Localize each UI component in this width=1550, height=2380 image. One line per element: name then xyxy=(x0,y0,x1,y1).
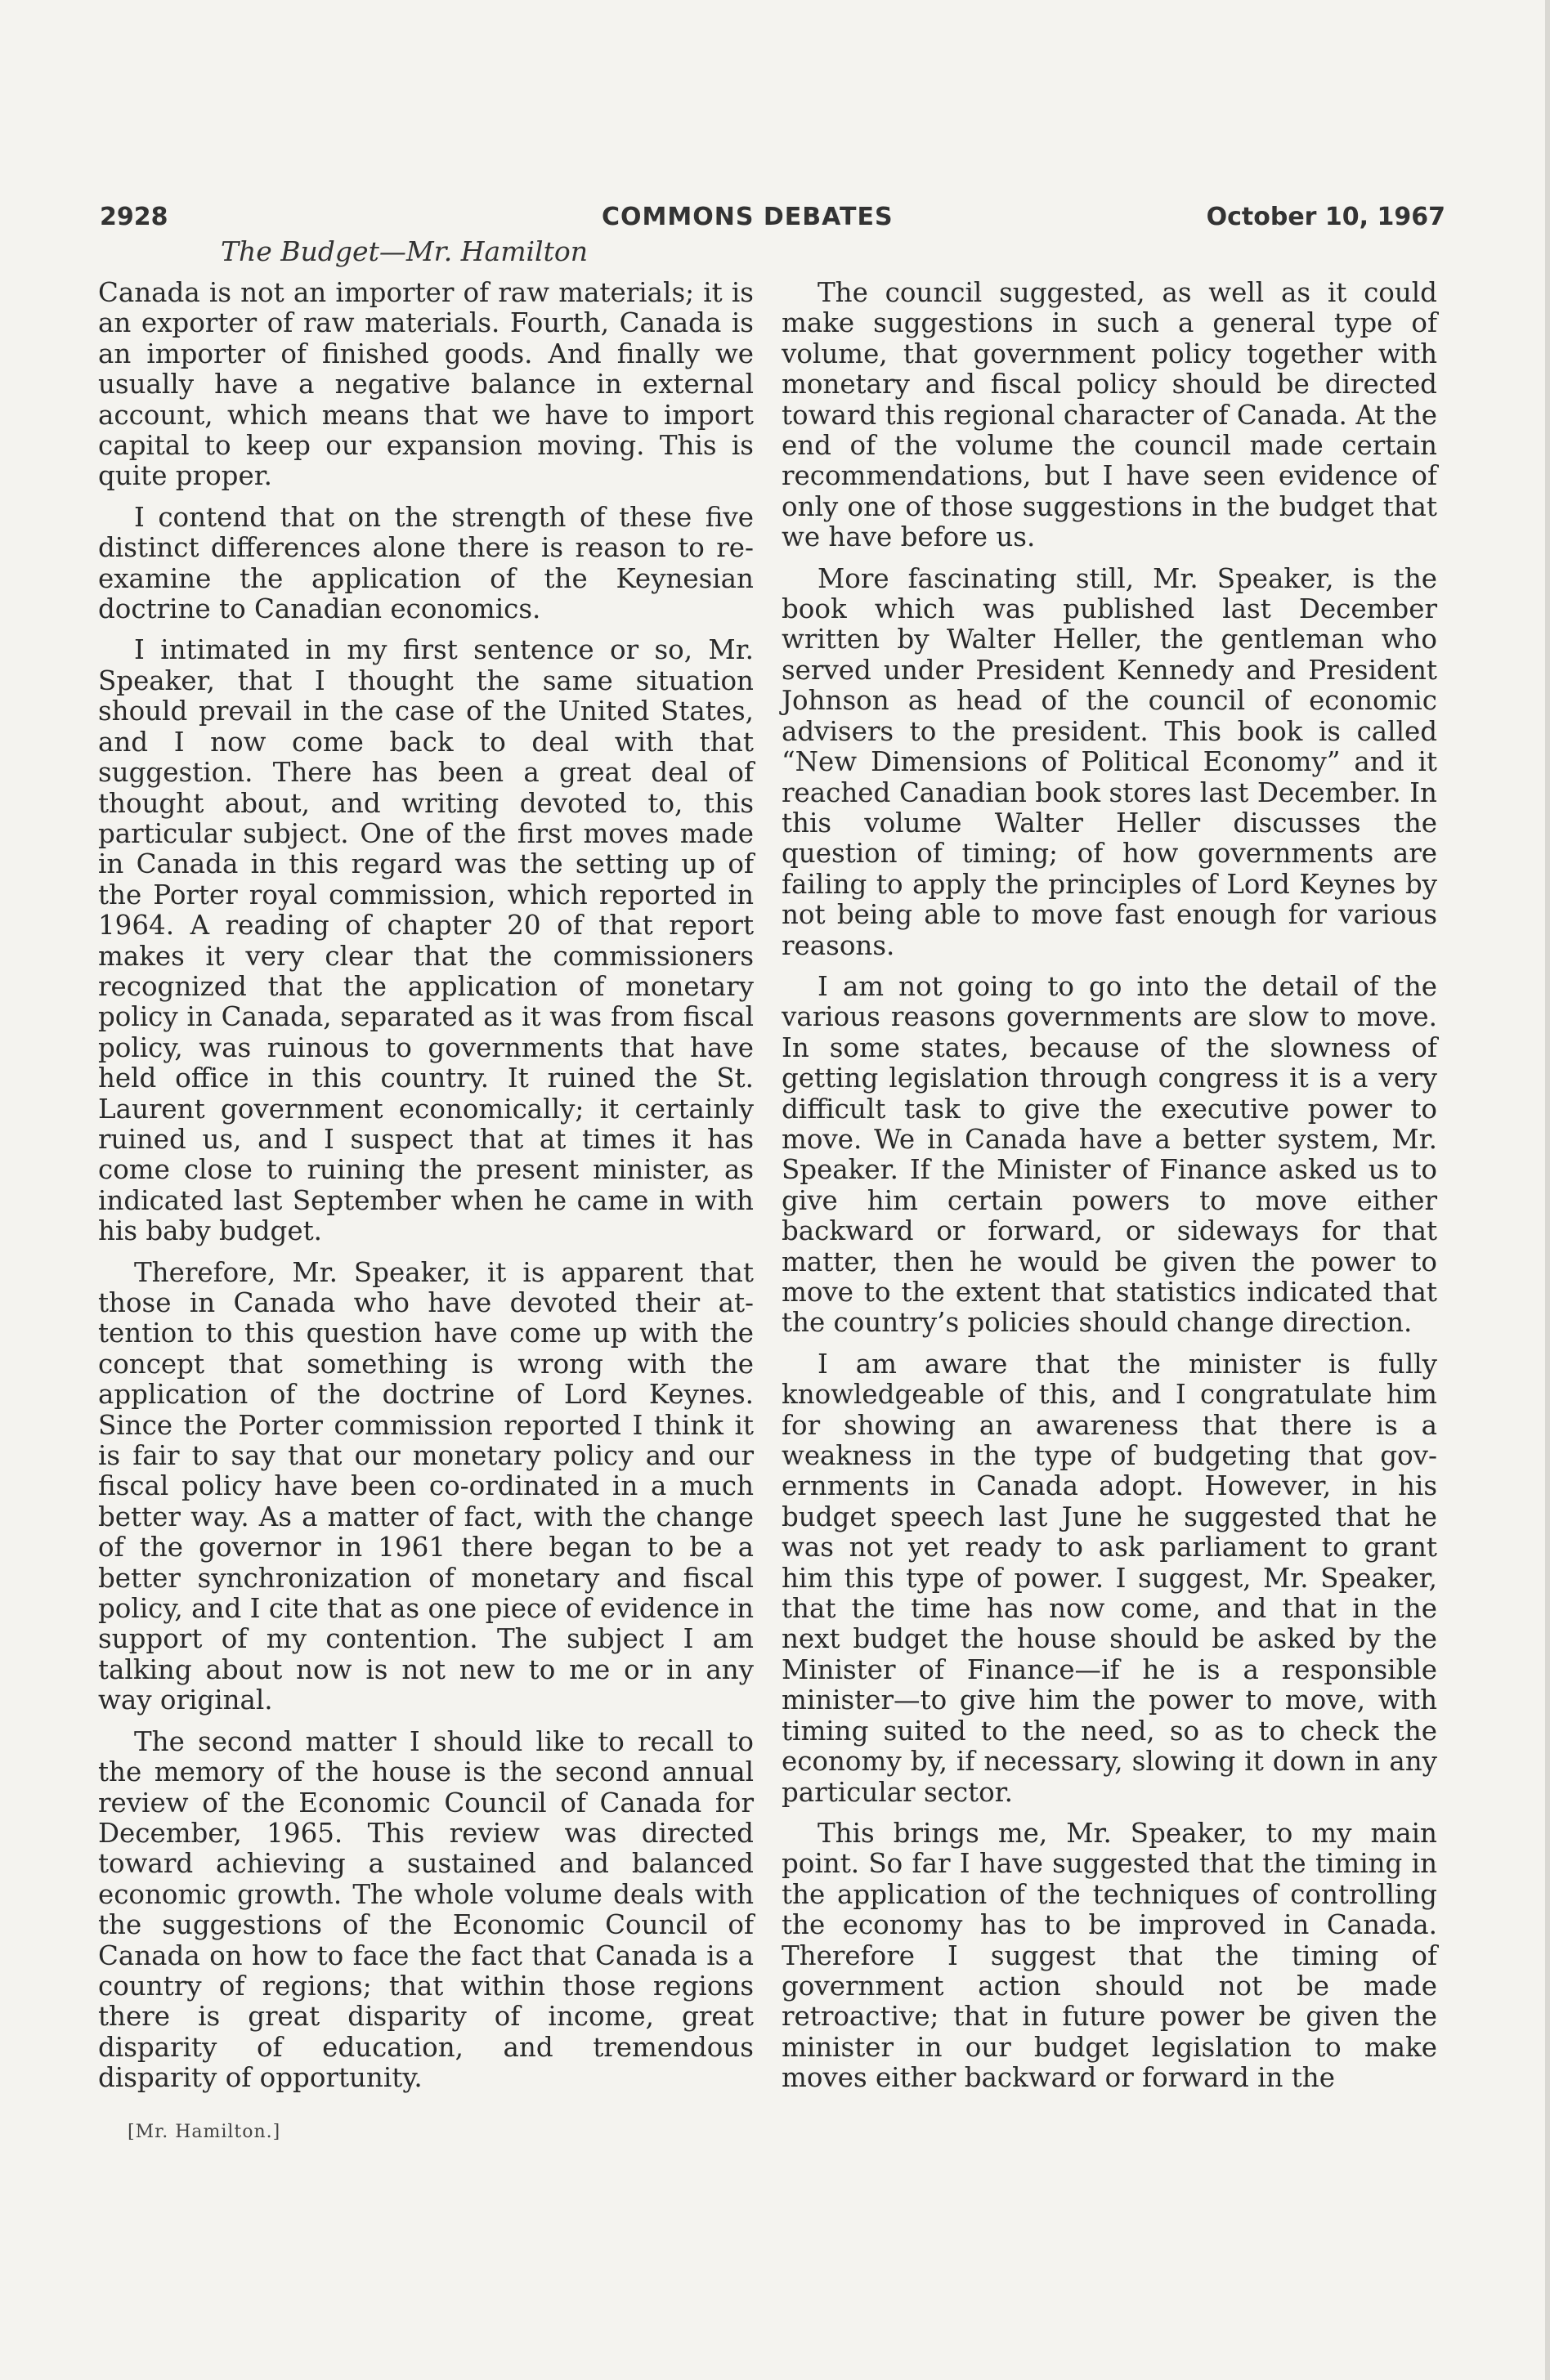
paragraph: More fascinating still, Mr. Speaker, is the book which was published last December written by Walter Heller, the gentleman who served under President Kennedy and President Johnson as head of the council of economic advisers to the president. This book is called “New Dimensions of Political Economy” and it reached Canadian book stores last December. In this volume Walter Heller discusses the question of timing; of how governments are failing to apply the principles of Lord Keynes by not being able to move fast enough for various reasons. xyxy=(782,562,1437,961)
paragraph: I am aware that the minister is fully knowledgeable of this, and I congratulate him for showing an awareness that there is a weakness in the type of budgeting that governments in Canada adopt. However, in his budget speech last June he suggested that he was not yet ready to ask parliament to grant him this type of power. I suggest, Mr. Speaker, that the time has now come, and that in the next budget the house should be asked by the Minister of Finance—if he is a responsible minister—to give him the power to move, with timing suited to the need, so as to check the economy by, if necessary, slowing it down in any particular sector. xyxy=(782,1348,1437,1808)
paragraph: Therefore, Mr. Speaker, it is apparent that those in Canada who have devoted their attention to this question have come up with the concept that something is wrong with the application of the doctrine of Lord Keynes. Since the Porter commission reported I think it is fair to say that our monetary policy and our fiscal policy have been co-ordinated in a much better way. As a matter of fact, with the change of the governor in 1961 there began to be a better synchronization of monetary and fiscal policy, and I cite that as one piece of evidence in support of my contention. The subject I am talking about now is not new to me or in any way original. xyxy=(98,1256,754,1716)
right-column xyxy=(782,278,1437,2105)
paragraph: The council suggested, as well as it could make suggestions in such a general type of volume, that government policy together with monetary and fiscal policy should be directed toward this regional character of Canada. At the end of the volume the council made certain recommendations, but I have seen evidence of only one of those suggestions in the budget that we have before us. xyxy=(782,277,1437,553)
paragraph: I am not going to go into the detail of the various reasons governments are slow to move. In some states, because of the slowness of getting legislation through congress it is a very difficult task to give the executive power to move. We in Canada have a better system, Mr. Speaker. If the Minister of Finance asked us to give him certain powers to move either backward or forward, or sideways for that matter, then he would be given the power to move to the extent that statistics indicated that the country’s policies should change direction. xyxy=(782,970,1437,1339)
paragraph: Canada is not an importer of raw materials; it is an exporter of raw materials. Fourth, Canada is an importer of finished goods. And finally we usually have a negative balance in external account, which means that we have to import capital to keep our expansion moving. This is quite proper. xyxy=(98,277,754,492)
publication-title: COMMONS DEBATES xyxy=(602,203,894,231)
page-edge xyxy=(1545,0,1550,2380)
page-date: October 10, 1967 xyxy=(1206,203,1445,231)
page-number: 2928 xyxy=(100,203,168,231)
paragraph: This brings me, Mr. Speaker, to my main point. So far I have suggested that the timing in the application of the techniques of controlling the economy has to be improved in Canada. Therefore I suggest that the timing of government action should not be made retroactive; that in future power be given the minister in our budget legislation to make moves either backward or forward in the xyxy=(782,1817,1437,2094)
paragraph: The second matter I should like to recall to the memory of the house is the second annual review of the Economic Council of Canada for December, 1965. This review was directed toward achieving a sustained and balanced economic growth. The whole volume deals with the suggestions of the Economic Council of Canada on how to face the fact that Canada is a country of regions; that within those regions there is great disparity of income, great disparity of education, and tremendous disparity of opportunity. xyxy=(98,1725,754,2094)
speaker-attribution: [Mr. Hamilton.] xyxy=(128,2121,281,2142)
left-column xyxy=(98,278,754,2147)
paragraph: I contend that on the strength of these five distinct differences alone there is reason to re-examine the application of the Keynesian doctrine to Canadian economics. xyxy=(98,501,754,625)
paragraph: I intimated in my first sentence or so, Mr. Speaker, that I thought the same situation should prevail in the case of the United States, and I now come back to deal with that suggestion. There has been a great deal of thought about, and writing devoted to, this particular subject. One of the first moves made in Canada in this regard was the setting up of the Porter royal commission, which reported in 1964. A reading of chapter 20 of that report makes it very clear that the commissioners recognized that the application of monetary policy in Canada, separated as it was from fiscal policy, was ruinous to governments that have held office in this country. It ruined the St. Laurent government economically; it certainly ruined us, and I suspect that at times it has come close to ruining the present minister, as indicated last September when he came in with his baby budget. xyxy=(98,634,754,1247)
page-header xyxy=(100,203,1445,239)
running-subtitle: The Budget—Mr. Hamilton xyxy=(221,235,588,267)
